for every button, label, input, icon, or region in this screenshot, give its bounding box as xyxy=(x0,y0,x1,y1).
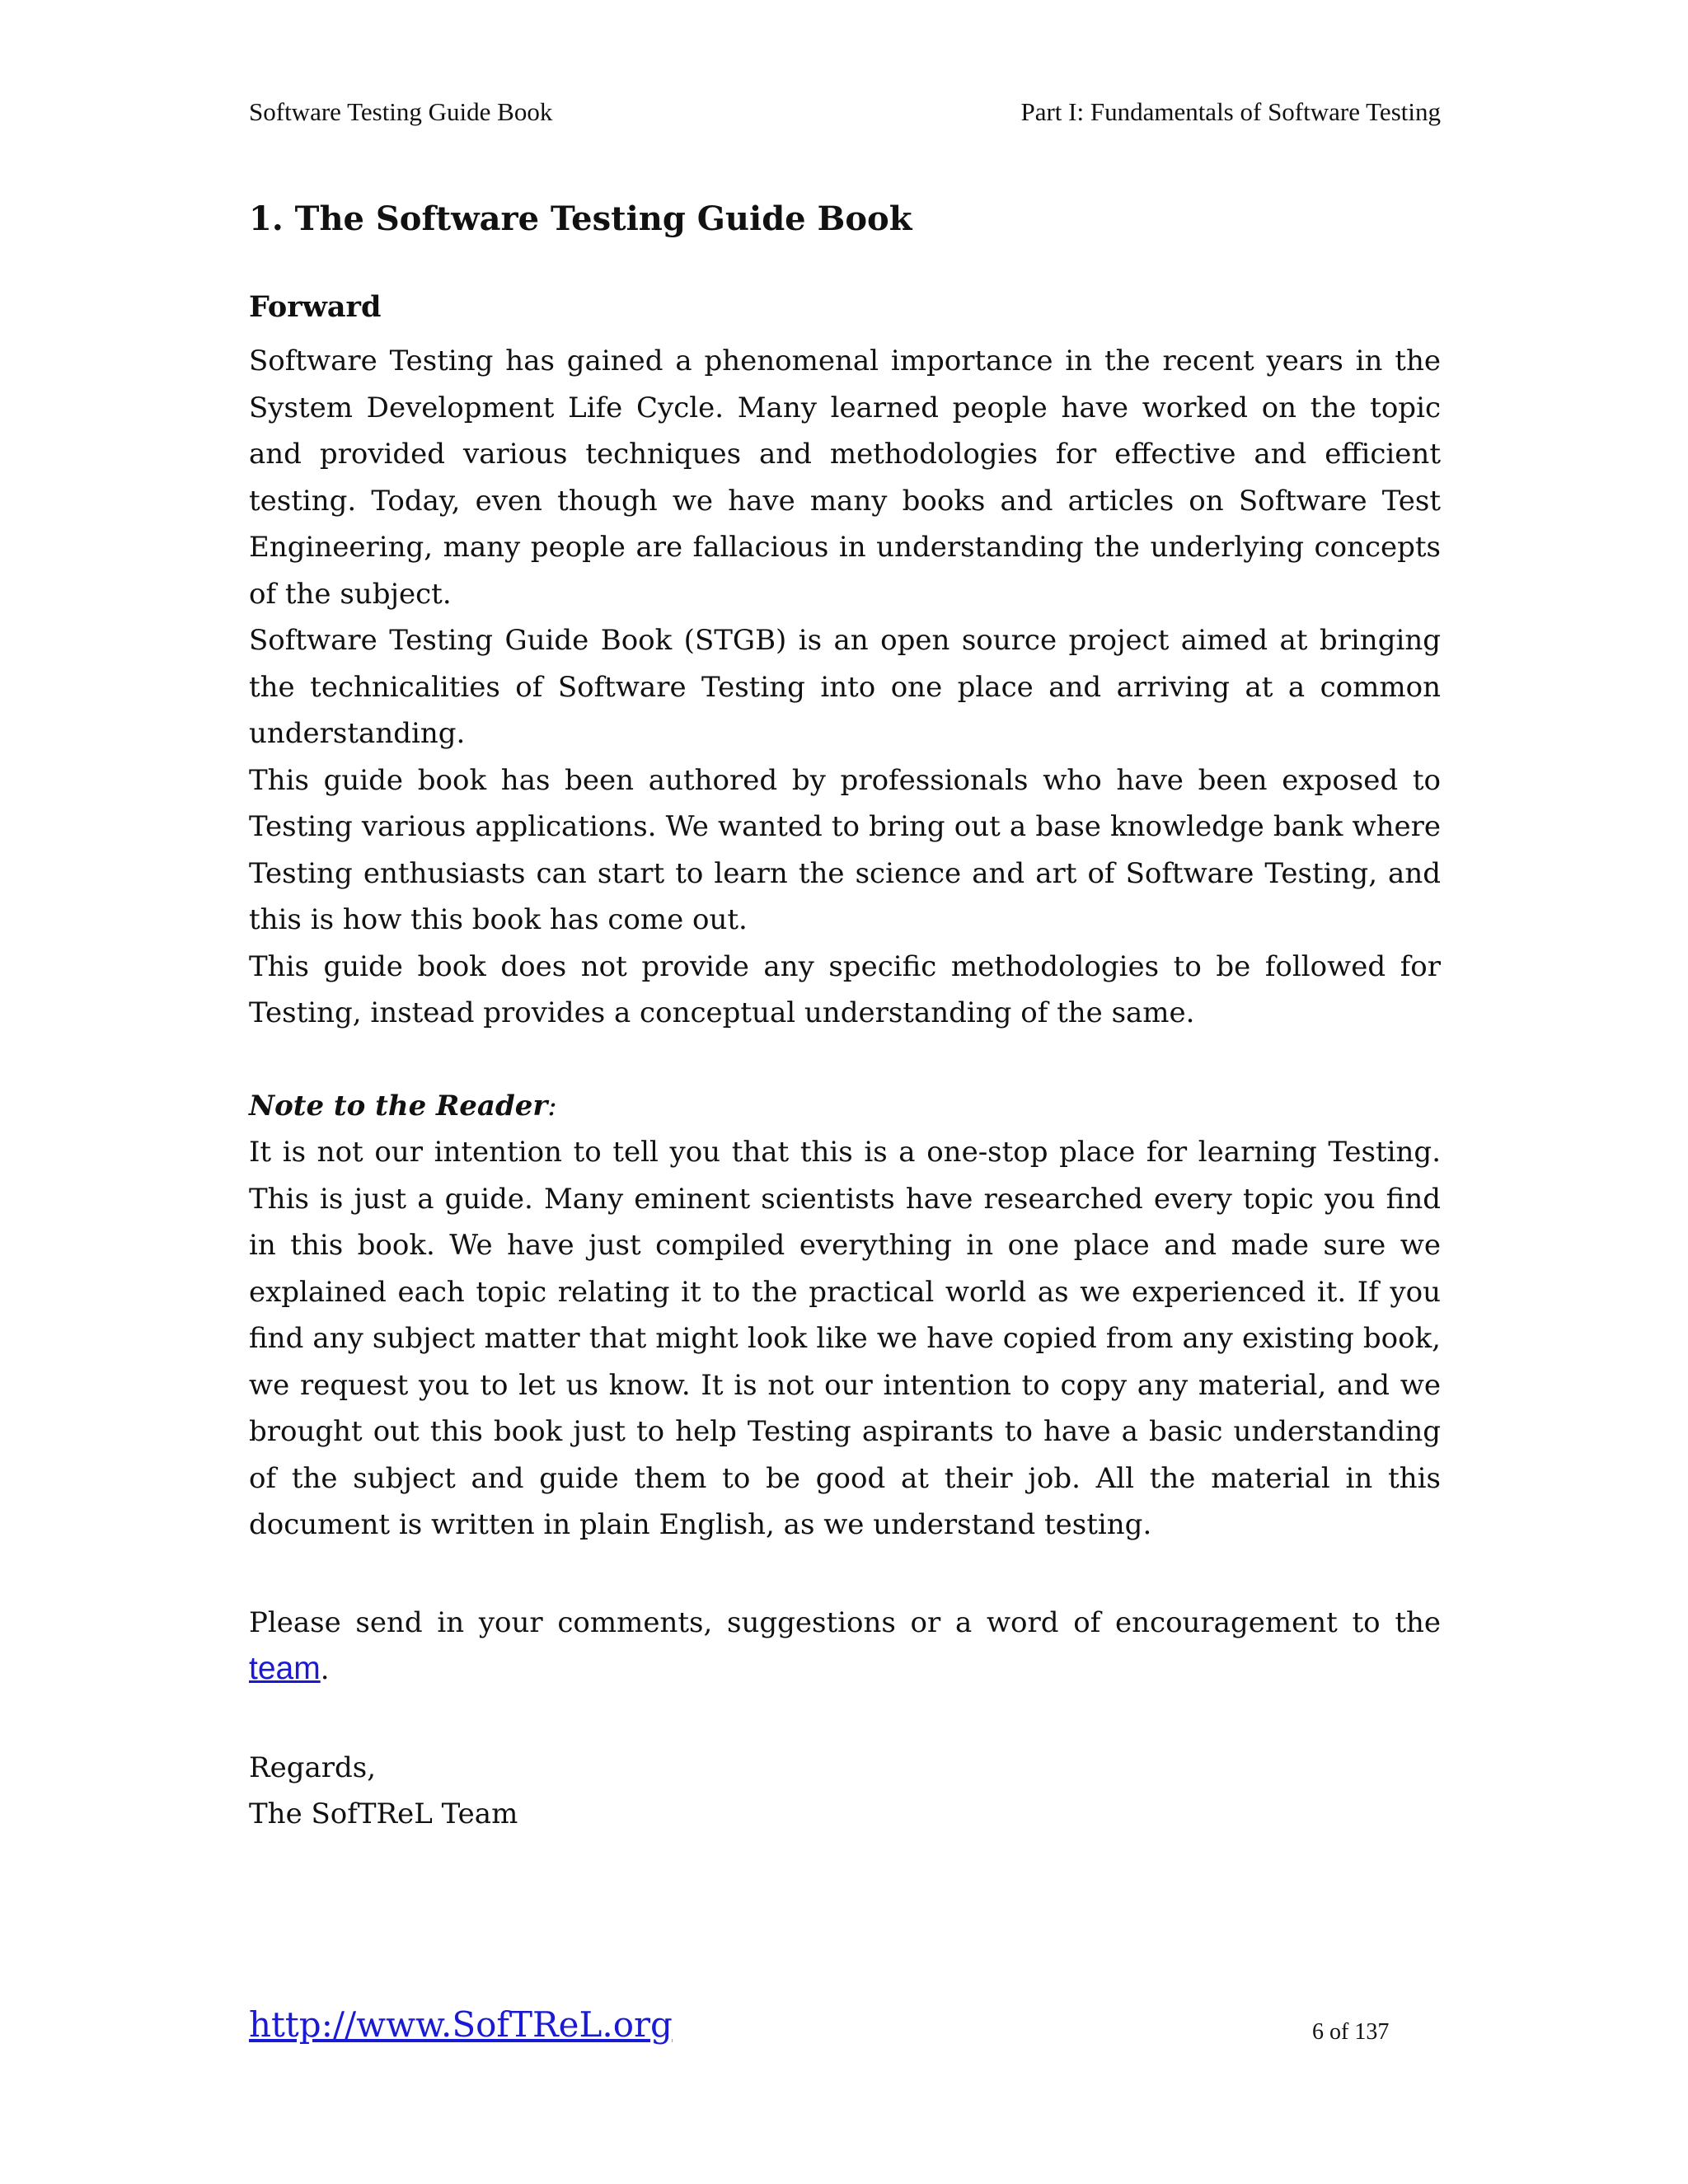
header-part-title: Part I: Fundamentals of Software Testing xyxy=(1020,97,1441,126)
forward-paragraph-3: This guide book has been authored by professionals who have been exposed to Testing various applications. We wanted to bring out a base knowledge bank where Testing enthusiasts can start to learn the science and art of Software Testing, and this is how this book has come out. xyxy=(249,763,1441,936)
forward-paragraph-1: Software Testing has gained a phenomenal importance in the recent years in the System Development Life Cycle. Many learned people have worked on the topic and provided various techniques and methodologies for effective and efficient testing. Today, even though we have many books and articles on Software Test Engineering, many people are fallacious in understanding the underlying concepts of the subject. xyxy=(249,344,1441,611)
comments-end: . xyxy=(320,1653,330,1686)
forward-paragraph-2: Software Testing Guide Book (STGB) is an open source project aimed at bringing the technicalities of Software Testing into one place and arriving at a common understanding. xyxy=(249,624,1441,750)
note-heading-label: Note to the Reader xyxy=(249,1089,548,1122)
regards-text: Regards, xyxy=(249,1750,377,1784)
chapter-title: 1. The Software Testing Guide Book xyxy=(249,199,912,238)
page-number: 6 of 137 xyxy=(1312,2019,1390,2045)
footer-website-link[interactable]: http://www.SofTReL.org xyxy=(249,2004,673,2045)
page-header xyxy=(249,97,1441,130)
page-content xyxy=(249,194,1441,1838)
spacer xyxy=(249,1694,1441,1745)
note-paragraph: It is not our intention to tell you that this is a one-stop place for learning Testing. This is just a guide. Many eminent scientists have researched every topic you find in this book. We have just compiled everything in one place and made sure we explained each topic relating it to the practical world as we experienced it. If you find any subject matter that might look like we have copied from any existing book, we request you to let us know. It is not our intention to copy any material, and we brought out this book just to help Testing aspirants to have a basic understanding of the subject and guide them to be good at their job. All the material in this document is written in plain English, as we understand testing. xyxy=(249,1136,1441,1541)
forward-paragraph-4: This guide book does not provide any specific methodologies to be followed for Testing, instead provides a conceptual understanding of the same. xyxy=(249,949,1441,1029)
note-heading-colon: : xyxy=(547,1089,557,1122)
header-book-title: Software Testing Guide Book xyxy=(249,97,553,126)
note-heading xyxy=(249,1083,1441,1130)
comments-text: Please send in your comments, suggestions or a word of encouragement to the xyxy=(249,1605,1441,1639)
team-link[interactable]: team xyxy=(249,1651,321,1686)
forward-heading: Forward xyxy=(249,290,382,324)
spacer xyxy=(249,1549,1441,1600)
team-signature: The SofTReL Team xyxy=(249,1797,518,1830)
comments-line xyxy=(249,1600,1441,1694)
